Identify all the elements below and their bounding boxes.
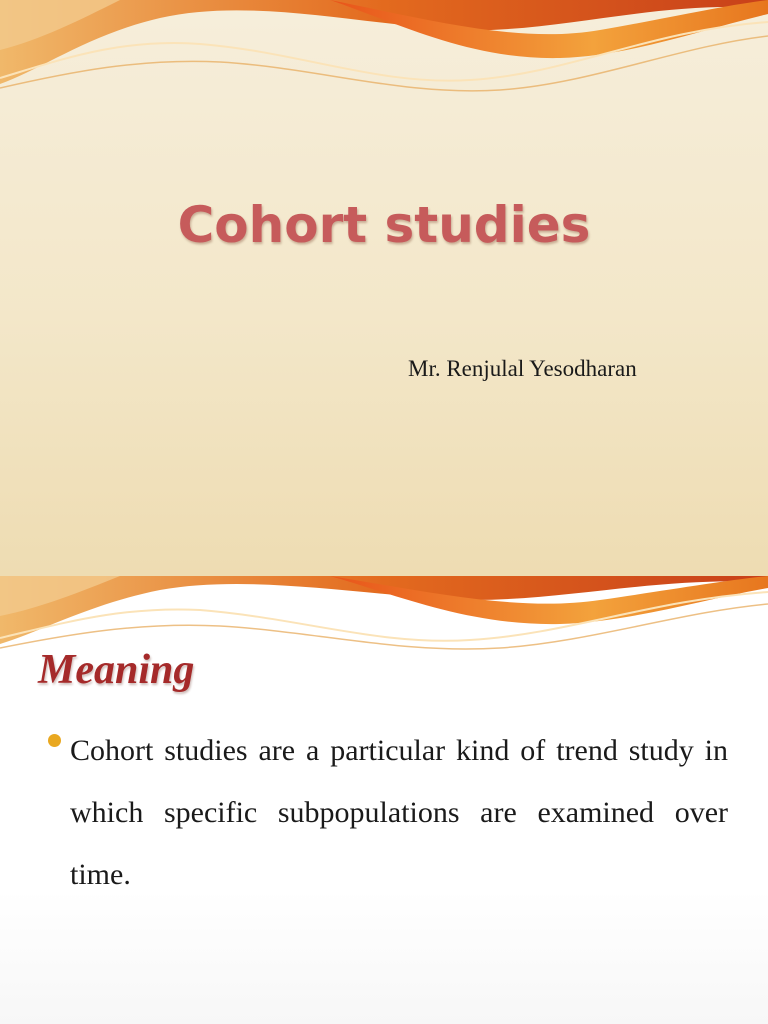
bullet-item — [48, 720, 728, 906]
slide-heading: Meaning — [38, 647, 195, 693]
slide-title: Cohort studies — [177, 196, 591, 254]
bullet-dot-icon — [48, 734, 61, 747]
content-slide — [0, 576, 768, 1024]
bullet-text: Cohort studies are a particular kind of trend study in which specific subpopulations are examined over time. — [70, 734, 728, 891]
author-name: Mr. Renjulal Yesodharan — [408, 356, 637, 381]
decorative-wave-banner — [0, 0, 768, 110]
